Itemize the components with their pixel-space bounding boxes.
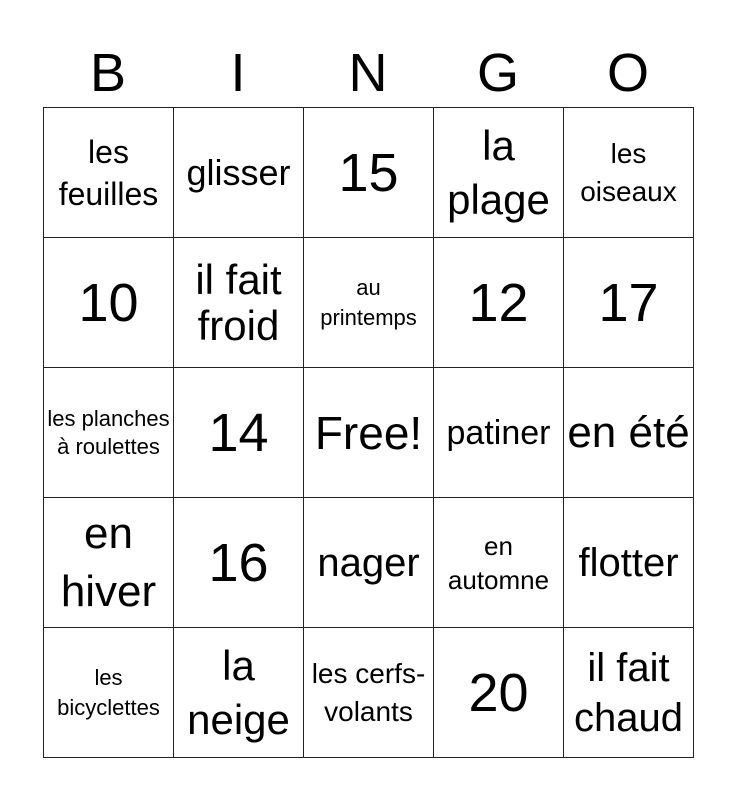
bingo-cell[interactable] [304, 368, 434, 498]
cell-text: Free! [314, 406, 423, 459]
cell-text: la neige [187, 641, 290, 743]
bingo-cell[interactable] [174, 108, 304, 238]
bingo-cell[interactable] [434, 498, 564, 628]
bingo-header [43, 40, 693, 106]
grid-row [44, 238, 694, 368]
bingo-cell[interactable] [44, 498, 174, 628]
grid-row [44, 628, 694, 758]
header-letter-o: O [606, 43, 649, 103]
cell-text: 15 [338, 142, 399, 203]
cell-text: 10 [78, 272, 139, 333]
bingo-grid [43, 107, 694, 758]
cell-text: au printemps [320, 274, 417, 330]
bingo-cell[interactable] [434, 628, 564, 758]
bingo-cell[interactable] [174, 498, 304, 628]
cell-text: flotter [578, 540, 679, 585]
cell-text: les feuilles [58, 133, 159, 212]
header-letter-b: B [89, 43, 127, 103]
cell-text: patiner [446, 413, 551, 452]
bingo-cell[interactable] [304, 238, 434, 368]
cell-text: les cerfs-volants [311, 657, 426, 727]
bingo-cell[interactable] [44, 368, 174, 498]
header-letter-i: I [230, 43, 246, 103]
cell-text: nager [317, 540, 420, 585]
bingo-cell[interactable] [44, 238, 174, 368]
bingo-cell[interactable] [304, 108, 434, 238]
cell-text: les oiseaux [580, 137, 677, 207]
bingo-cell[interactable] [564, 368, 694, 498]
bingo-cell[interactable] [174, 368, 304, 498]
bingo-cell[interactable] [434, 108, 564, 238]
bingo-cell[interactable] [564, 498, 694, 628]
cell-text: il fait froid [195, 255, 282, 349]
bingo-cell[interactable] [174, 238, 304, 368]
bingo-cell[interactable] [564, 108, 694, 238]
cell-text: 12 [468, 272, 529, 333]
cell-text: 17 [598, 272, 659, 333]
cell-text: 16 [208, 532, 269, 593]
cell-text: en automne [447, 530, 550, 595]
cell-text: glisser [186, 151, 291, 193]
cell-text: les planches à roulettes [47, 405, 170, 459]
bingo-cell[interactable] [304, 628, 434, 758]
grid-row [44, 108, 694, 238]
bingo-cell[interactable] [44, 108, 174, 238]
cell-text: 20 [468, 662, 529, 723]
bingo-cell[interactable] [564, 238, 694, 368]
cell-text: 14 [208, 402, 269, 463]
bingo-cell[interactable] [434, 368, 564, 498]
cell-text: les bicyclettes [57, 664, 160, 720]
bingo-cell[interactable] [304, 498, 434, 628]
grid-row [44, 368, 694, 498]
header-letter-n: N [348, 43, 388, 103]
bingo-cell[interactable] [174, 628, 304, 758]
bingo-cell[interactable] [434, 238, 564, 368]
cell-text: la plage [447, 121, 550, 223]
bingo-cell[interactable] [564, 628, 694, 758]
grid-row [44, 498, 694, 628]
cell-text: en été [567, 407, 690, 457]
header-letter-g: G [476, 43, 519, 103]
bingo-cell[interactable] [44, 628, 174, 758]
cell-text: il fait chaud [574, 645, 683, 740]
cell-text: en hiver [60, 508, 157, 616]
